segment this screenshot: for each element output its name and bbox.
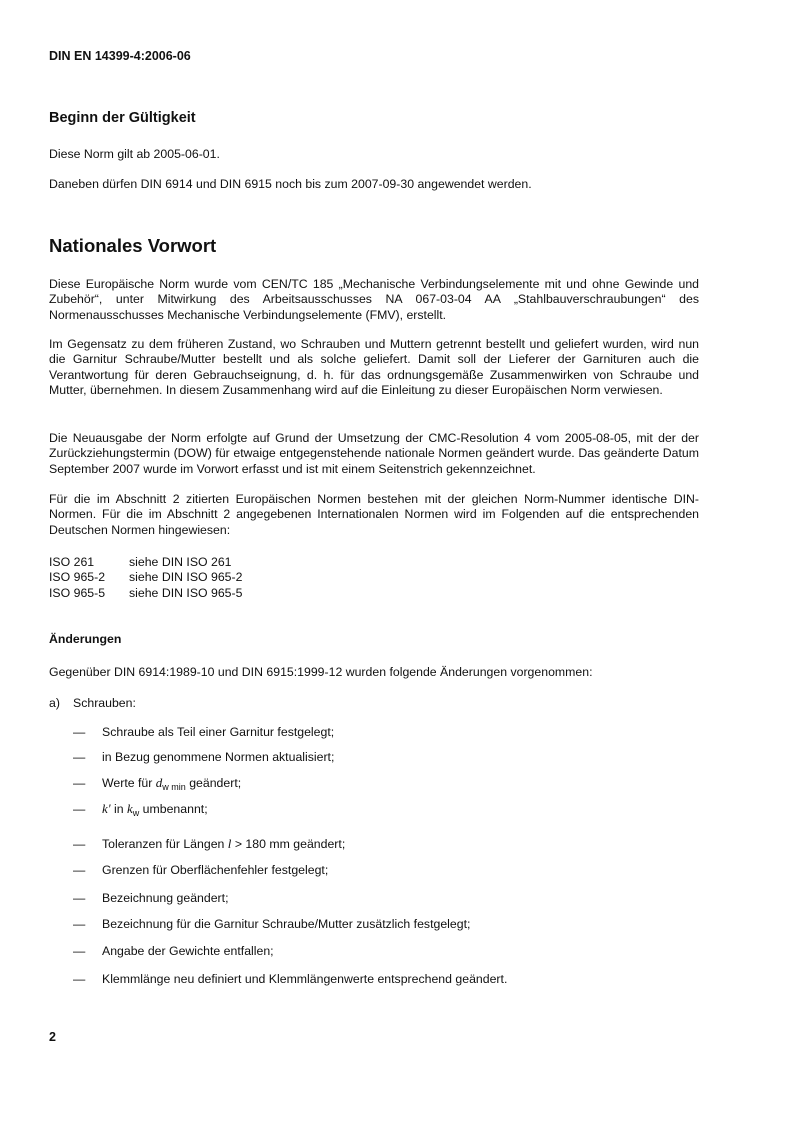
list-item [73,917,470,932]
list-item [73,944,274,959]
list-item-text: in Bezug genommene Normen aktualisiert; [102,750,335,764]
list-item [73,863,328,878]
list-item [73,725,334,740]
dash-bullet: — [73,802,86,816]
list-item [73,891,228,906]
validity-heading: Beginn der Gültigkeit [49,110,196,126]
list-item [73,801,208,817]
dash-bullet: — [73,944,86,958]
dash-bullet: — [73,891,86,905]
page-number: 2 [49,1030,56,1044]
list-item-text: Toleranzen für Längen l > 180 mm geändert; [102,836,346,851]
list-item-text: Bezeichnung für die Garnitur Schraube/Mutter zusätzlich festgelegt; [102,917,471,931]
changes-heading: Änderungen [49,632,122,646]
validity-paragraph: Daneben dürfen DIN 6914 und DIN 6915 noch bis zum 2007-09-30 angewendet werden. [49,177,532,191]
document-header: DIN EN 14399-4:2006-06 [49,49,191,63]
dash-bullet: — [73,972,86,986]
list-item [73,750,334,765]
list-item [73,775,241,791]
foreword-paragraph: Im Gegensatz zu dem früheren Zustand, wo Schrauben und Muttern getrennt bestellt und geliefert wurden, wird nun die Garnitur Schraube/Mutter bestellt und als solche geliefert. Damit soll der Lieferer der Garnituren auch die Verantwortung für deren Gebrauchseignung, d. h. für das ordnungsgemäße Zusammenwirken von Schraube und Mutter, übernehmen. In diesem Zusammenhang wird auf die Einleitung zu dieser Europäischen Norm verwiesen. [49,337,699,398]
dash-bullet: — [73,837,86,851]
list-item [73,836,345,852]
dash-bullet: — [73,863,86,877]
list-item-text: Werte für $d_{w min}$ geändert; [102,775,242,792]
foreword-paragraph: Die Neuausgabe der Norm erfolgte auf Grund der Umsetzung der CMC-Resolution 4 vom 2005-08-05, mit der der Zurückziehungstermin (DOW) für etwaige entgegenstehende nationale Normen geändert wurde. Das geänderte Datum September 2007 wurde im Vorwort erfasst und ist mit einem Seitenstrich gekennzeichnet. [49,431,699,476]
changes-intro: Gegenüber DIN 6914:1989-10 und DIN 6915:1999-12 wurden folgende Änderungen vorgenommen: [49,665,593,679]
iso-reference: ISO 965-2 siehe DIN ISO 965-2 [49,570,243,585]
list-item-text: Angabe der Gewichte entfallen; [102,944,274,958]
list-item-text: Bezeichnung geändert; [102,891,229,905]
foreword-paragraph: Für die im Abschnitt 2 zitierten Europäischen Normen bestehen mit der gleichen Norm-Nummer identische DIN-Normen. Für die im Abschnitt 2 angegebenen Internationalen Normen wird im Folgenden auf die entsprechenden Deutschen Normen hingewiesen: [49,492,699,537]
list-item-text: k' in $k_w$ umbenannt; [102,801,208,818]
iso-reference-list [49,555,242,601]
iso-reference: ISO 261 siehe DIN ISO 261 [49,555,232,569]
list-item-text: Schraube als Teil einer Garnitur festgelegt; [102,725,335,739]
validity-paragraph: Diese Norm gilt ab 2005-06-01. [49,147,220,161]
dash-bullet: — [73,776,86,790]
changes-group: a) Schrauben: [49,696,136,710]
foreword-heading: Nationales Vorwort [49,235,217,256]
list-item-text: Klemmlänge neu definiert und Klemmlängenwerte entsprechend geändert. [102,972,508,986]
dash-bullet: — [73,750,86,764]
dash-bullet: — [73,917,86,931]
dash-bullet: — [73,725,86,739]
foreword-paragraph: Diese Europäische Norm wurde vom CEN/TC 185 „Mechanische Verbindungselemente mit und ohne Gewinde und Zubehör“, unter Mitwirkung des Arbeitsausschusses NA 067-03-04 AA „Stahlbauverschraubungen“ des Normenausschusses Mechanische Verbindungselemente (FMV), erstellt. [49,277,699,322]
list-item-text: Grenzen für Oberflächenfehler festgelegt; [102,863,329,877]
list-item [73,972,507,987]
iso-reference: ISO 965-5 siehe DIN ISO 965-5 [49,585,243,600]
